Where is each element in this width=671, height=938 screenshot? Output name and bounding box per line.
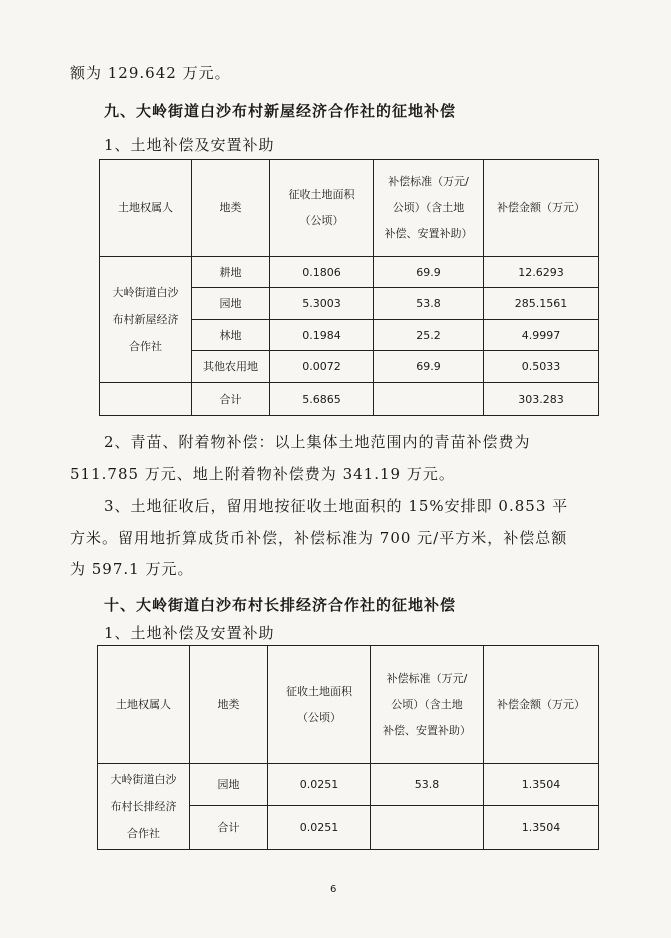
owner-line: 合作社 [127, 827, 160, 840]
cell-type: 耕地 [192, 257, 270, 288]
header-standard-line: 公顷）（含土地 [392, 201, 465, 214]
cell-area: 5.6865 [270, 383, 374, 416]
section-9-compensation-table [99, 159, 599, 416]
header-area [268, 646, 371, 764]
owner-cell-empty [100, 383, 192, 416]
table-row-total [100, 383, 599, 416]
cell-area: 0.0251 [268, 764, 371, 806]
cell-amount: 303.283 [484, 383, 599, 416]
section-10-compensation-table [97, 645, 599, 850]
paragraph-3-line-2: 方米。留用地折算成货币补偿，补偿标准为 700 元/平方米，补偿总额 [70, 529, 568, 547]
cell-amount: 12.6293 [484, 257, 599, 288]
header-area-line: （公顷） [297, 710, 341, 724]
cell-type: 其他农用地 [192, 351, 270, 383]
owner-cell [100, 257, 192, 383]
cell-amount: 1.3504 [484, 806, 599, 850]
cell-amount: 1.3504 [484, 764, 599, 806]
owner-cell [98, 764, 190, 850]
header-owner: 土地权属人 [98, 646, 190, 764]
header-owner: 土地权属人 [100, 160, 192, 257]
header-standard [371, 646, 484, 764]
owner-line: 布村新屋经济 [112, 313, 179, 326]
intro-paragraph-end: 额为 129.642 万元。 [70, 64, 231, 82]
cell-type: 园地 [190, 764, 268, 806]
cell-type: 合计 [190, 806, 268, 850]
header-area-line: （公顷） [299, 214, 344, 227]
cell-type: 林地 [192, 320, 270, 351]
owner-line: 大岭街道白沙 [110, 773, 177, 786]
owner-line: 大岭街道白沙 [112, 286, 179, 299]
table-row [100, 257, 599, 288]
cell-amount: 4.9997 [484, 320, 599, 351]
cell-standard: 69.9 [374, 351, 484, 383]
header-standard-line: 补偿、安置补助） [384, 227, 473, 240]
cell-standard: 25.2 [374, 320, 484, 351]
cell-area: 5.3003 [270, 288, 374, 320]
cell-type: 园地 [192, 288, 270, 320]
cell-amount: 285.1561 [484, 288, 599, 320]
table-row [98, 764, 599, 806]
header-land-type: 地类 [192, 160, 270, 257]
header-standard-line: 公顷）（含土地 [391, 697, 463, 711]
paragraph-3-line-1: 3、土地征收后，留用地按征收土地面积的 15%安排即 0.853 平 [104, 497, 569, 515]
paragraph-2-line-1: 2、青苗、附着物补偿：以上集体土地范围内的青苗补偿费为 [104, 433, 531, 451]
header-standard [374, 160, 484, 257]
section-9-title: 九、大岭街道白沙布村新屋经济合作社的征地补偿 [104, 102, 457, 120]
cell-type: 合计 [192, 383, 270, 416]
cell-area: 0.1806 [270, 257, 374, 288]
header-amount: 补偿金额（万元） [484, 646, 599, 764]
owner-line: 合作社 [129, 340, 162, 353]
header-standard-line: 补偿标准（万元/ [388, 175, 469, 188]
header-area-line: 征收土地面积 [288, 188, 355, 201]
section-10-title: 十、大岭街道白沙布村长排经济合作社的征地补偿 [104, 596, 457, 614]
cell-amount: 0.5033 [484, 351, 599, 383]
cell-standard: 53.8 [371, 764, 484, 806]
cell-standard [374, 383, 484, 416]
header-area-line: 征收土地面积 [286, 684, 352, 698]
cell-area: 0.0251 [268, 806, 371, 850]
header-amount: 补偿金额（万元） [484, 160, 599, 257]
section-10-subheading: 1、土地补偿及安置补助 [104, 624, 275, 642]
cell-area: 0.0072 [270, 351, 374, 383]
cell-standard [371, 806, 484, 850]
header-land-type: 地类 [190, 646, 268, 764]
page-number: 6 [330, 884, 337, 895]
paragraph-3-line-3: 为 597.1 万元。 [70, 560, 194, 578]
paragraph-2-line-2: 511.785 万元、地上附着物补偿费为 341.19 万元。 [70, 465, 455, 483]
header-standard-line: 补偿、安置补助） [383, 723, 471, 737]
cell-standard: 69.9 [374, 257, 484, 288]
cell-area: 0.1984 [270, 320, 374, 351]
cell-standard: 53.8 [374, 288, 484, 320]
header-standard-line: 补偿标准（万元/ [386, 671, 468, 685]
header-area [270, 160, 374, 257]
section-9-subheading: 1、土地补偿及安置补助 [104, 136, 275, 154]
owner-line: 布村长排经济 [110, 800, 177, 813]
